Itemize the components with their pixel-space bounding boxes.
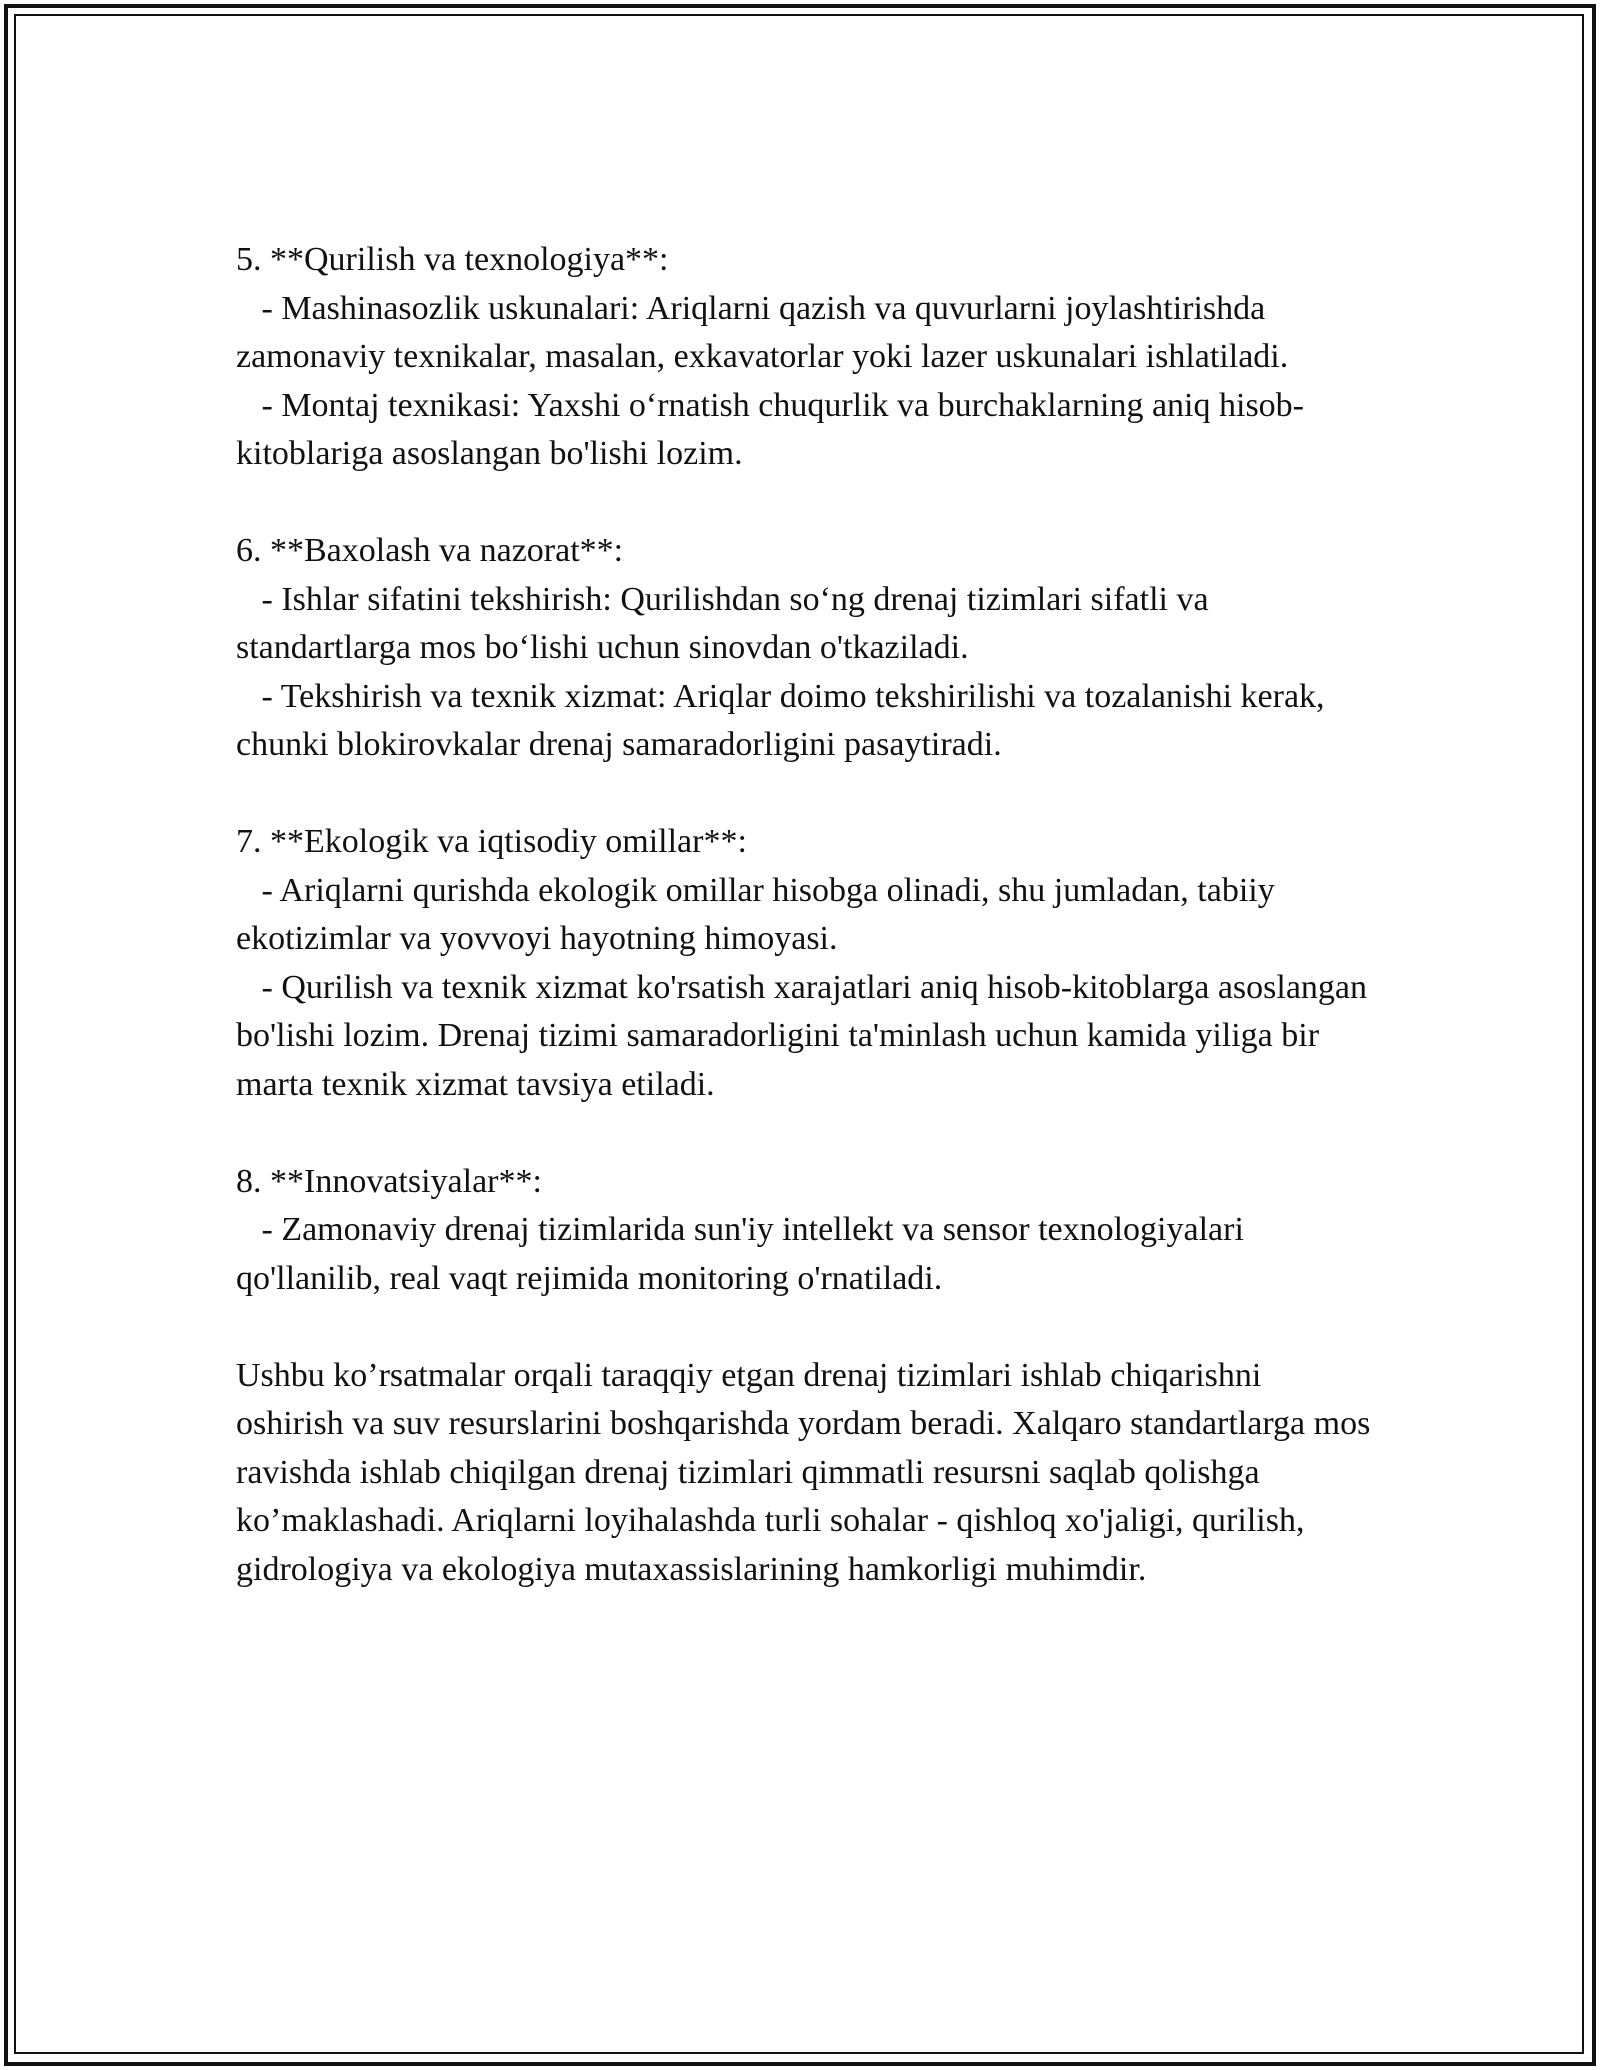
section-item: - Tekshirish va texnik xizmat: Ariqlar doimo tekshirilishi va tozalanishi kerak, chunki blokirovkalar drenaj samaradorligini pasaytiradi. <box>236 677 1334 763</box>
section-item: - Qurilish va texnik xizmat ko'rsatish xarajatlari aniq hisob-kitoblarga asoslangan bo'lishi lozim. Drenaj tizimi samaradorligini ta'minlash uchun kamida yiliga bir marta texnik xizmat tavsiya etiladi. <box>236 968 1376 1103</box>
section-heading: 5. **Qurilish va texnologiya**: <box>236 241 669 278</box>
section-5 <box>236 236 1376 479</box>
section-item: - Ishlar sifatini tekshirish: Qurilishdan so‘ng drenaj tizimlari sifatli va standartlarga mos bo‘lishi uchun sinovdan o'tkaziladi. <box>236 580 1218 666</box>
section-7 <box>236 818 1376 1109</box>
section-heading: 6. **Baxolash va nazorat**: <box>236 532 624 569</box>
section-item: - Montaj texnikasi: Yaxshi o‘rnatish chuqurlik va burchaklarning aniq hisob-kitoblariga asoslangan bo'lishi lozim. <box>236 386 1304 472</box>
section-item: - Zamonaviy drenaj tizimlarida sun'iy intellekt va sensor texnologiyalari qo'llanilib, real vaqt rejimida monitoring o'rnatiladi. <box>236 1211 1253 1297</box>
section-heading: 8. **Innovatsiyalar**: <box>236 1162 542 1200</box>
section-item: - Mashinasozlik uskunalari: Ariqlarni qazish va quvurlarni joylashtirishda zamonaviy texnikalar, masalan, exkavatorlar yoki lazer uskunalari ishlatiladi. <box>236 289 1289 375</box>
section-6 <box>236 527 1376 770</box>
section-heading: 7. **Ekologik va iqtisodiy omillar**: <box>236 823 747 860</box>
section-item: - Ariqlarni qurishda ekologik omillar hisobga olinadi, shu jumladan, tabiiy ekotizimlar va yovvoyi hayotning himoyasi. <box>236 871 1284 957</box>
section-8 <box>236 1158 1376 1304</box>
conclusion-paragraph: Ushbu ko’rsatmalar orqali taraqqiy etgan drenaj tizimlari ishlab chiqarishni oshirish va suv resurslarini boshqarishda yordam beradi. Xalqaro standartlarga mos ravishda ishlab chiqilgan drenaj tizimlari qimmatli resursni saqlab qolishga ko’maklashadi. Ariqlarni loyihalashda turli sohalar - qishloq xo'jaligi, qurilish, gidrologiya va ekologiya mutaxassislarining hamkorligi muhimdir. <box>236 1356 1371 1588</box>
document-body <box>236 236 1376 1594</box>
